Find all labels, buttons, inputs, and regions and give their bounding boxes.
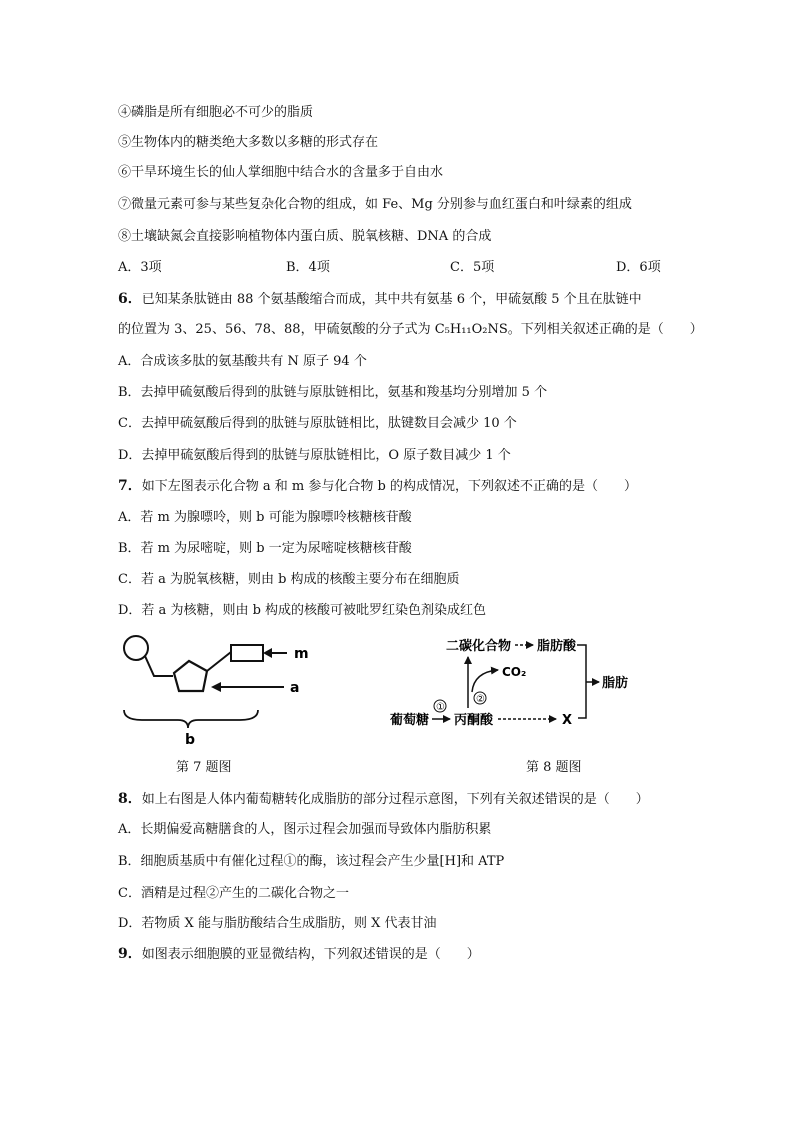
bracket-to-fat bbox=[577, 645, 586, 718]
q7-option-c[interactable]: C．若 a 为脱氧核糖，则由 b 构成的核酸主要分布在细胞质 bbox=[118, 572, 460, 587]
label-a: a bbox=[290, 680, 300, 696]
q5-option-d[interactable]: D．6项 bbox=[616, 260, 661, 275]
q6-option-d[interactable]: D．去掉甲硫氨酸后得到的肽链与原肽链相比，O 原子数目减少 1 个 bbox=[118, 448, 511, 463]
figure-8-caption: 第 8 题图 bbox=[526, 760, 582, 775]
q6-stem-text1: 已知某条肽链由 88 个氨基酸缩合而成，其中共有氨基 6 个，甲硫氨酸 5 个且在肽链中 bbox=[141, 292, 642, 307]
arrow-m-head bbox=[263, 648, 272, 658]
phosphate-bond bbox=[145, 656, 173, 676]
statement-4: ④磷脂是所有细胞必不可少的脂质 bbox=[118, 105, 314, 120]
brace-b bbox=[124, 710, 258, 728]
arrow-to-co2 bbox=[472, 670, 498, 692]
q7-option-b[interactable]: B．若 m 为尿嘧啶，则 b 一定为尿嘧啶核糖核苷酸 bbox=[118, 541, 412, 556]
statement-8: ⑧土壤缺氮会直接影响植物体内蛋白质、脱氧核糖、DNA 的合成 bbox=[118, 229, 492, 244]
q6-option-a[interactable]: A．合成该多肽的氨基酸共有 N 原子 94 个 bbox=[118, 354, 367, 369]
q5-option-a[interactable]: A．3项 bbox=[118, 260, 162, 275]
arrow-a-head bbox=[211, 682, 221, 692]
statement-7: ⑦微量元素可参与某些复杂化合物的组成，如 Fe、Mg 分别参与血红蛋白和叶绿素的组成 bbox=[118, 197, 632, 212]
q8-number: 8． bbox=[118, 791, 142, 807]
label-b: b bbox=[185, 732, 196, 748]
q7-stem-text: 如下左图表示化合物 a 和 m 参与化合物 b 的构成情况，下列叙述不正确的是（ ） bbox=[141, 479, 637, 494]
q6-number: 6． bbox=[118, 291, 142, 307]
q9-number: 9． bbox=[118, 946, 142, 962]
q5-option-b[interactable]: B．4项 bbox=[286, 260, 330, 275]
base-rectangle bbox=[231, 645, 263, 661]
label-glucose: 葡萄糖 bbox=[390, 713, 430, 728]
q8-stem bbox=[118, 789, 649, 810]
q5-option-c[interactable]: C．5项 bbox=[450, 260, 495, 275]
q7-stem bbox=[118, 476, 637, 497]
q8-option-c[interactable]: C．酒精是过程②产生的二碳化合物之一 bbox=[118, 886, 349, 901]
q6-option-b[interactable]: B．去掉甲硫氨酸后得到的肽链与原肽链相比，氨基和羧基均分别增加 5 个 bbox=[118, 385, 548, 400]
q8-stem-text: 如上右图是人体内葡萄糖转化成脂肪的部分过程示意图，下列有关叙述错误的是（ ） bbox=[141, 792, 649, 807]
q7-option-a[interactable]: A．若 m 为腺嘌呤，则 b 可能为腺嘌呤核糖核苷酸 bbox=[118, 510, 412, 525]
label-fatty-acid: 脂肪酸 bbox=[537, 639, 577, 654]
label-pyruvate: 丙酮酸 bbox=[454, 713, 494, 728]
q7-number: 7． bbox=[118, 478, 142, 494]
q8-option-b[interactable]: B．细胞质基质中有催化过程①的酶，该过程会产生少量[H]和 ATP bbox=[118, 854, 505, 869]
q6-stem-line1 bbox=[118, 289, 642, 310]
figure-8-pathway bbox=[388, 630, 648, 740]
q8-option-a[interactable]: A．长期偏爱高糖膳食的人，图示过程会加强而导致体内脂肪积累 bbox=[118, 822, 492, 837]
q8-option-d[interactable]: D．若物质 X 能与脂肪酸结合生成脂肪，则 X 代表甘油 bbox=[118, 916, 437, 931]
q6-option-c[interactable]: C．去掉甲硫氨酸后得到的肽链与原肽链相比，肽键数目会减少 10 个 bbox=[118, 416, 517, 431]
label-co2: CO₂ bbox=[502, 665, 527, 679]
pentose-pentagon bbox=[174, 661, 207, 691]
statement-5: ⑤生物体内的糖类绝大多数以多糖的形式存在 bbox=[118, 135, 379, 150]
statement-6: ⑥干旱环境生长的仙人掌细胞中结合水的含量多于自由水 bbox=[118, 165, 444, 180]
figure-7-caption: 第 7 题图 bbox=[176, 760, 232, 775]
figure-7-nucleotide bbox=[112, 628, 322, 748]
label-two-carbon: 二碳化合物 bbox=[446, 639, 512, 654]
label-m: m bbox=[294, 646, 309, 662]
label-step-2: ② bbox=[476, 694, 485, 705]
base-bond bbox=[207, 652, 231, 671]
q9-stem-text: 如图表示细胞膜的亚显微结构，下列叙述错误的是（ ） bbox=[141, 947, 480, 962]
label-fat: 脂肪 bbox=[602, 676, 629, 691]
label-step-1: ① bbox=[436, 702, 445, 713]
label-x: X bbox=[562, 713, 573, 728]
q7-option-d[interactable]: D．若 a 为核糖，则由 b 构成的核酸可被吡罗红染色剂染成红色 bbox=[118, 603, 487, 618]
q9-stem bbox=[118, 944, 480, 965]
q6-stem-line2: 的位置为 3、25、56、78、88，甲硫氨酸的分子式为 C₅H₁₁O₂NS。下列相关叙述正确的是（ ） bbox=[118, 322, 703, 337]
